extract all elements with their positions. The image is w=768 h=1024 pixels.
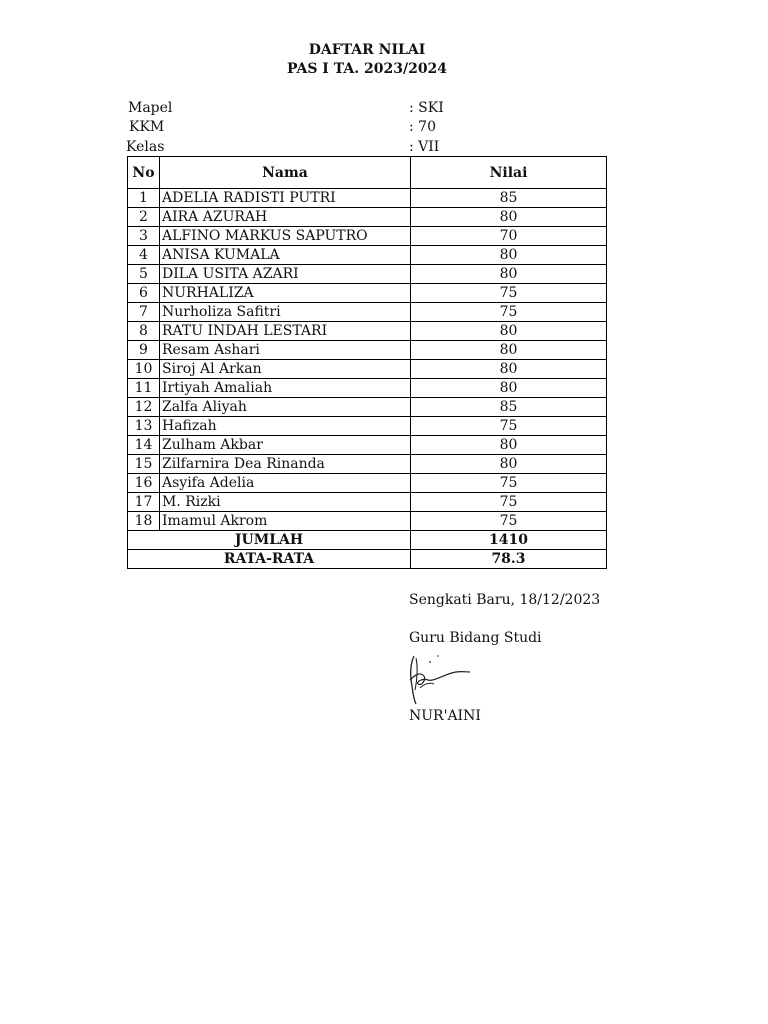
meta-value-mapel: : SKI bbox=[409, 100, 444, 116]
row-number: 8 bbox=[128, 322, 160, 341]
student-name: Nurholiza Safitri bbox=[160, 303, 411, 322]
table-row bbox=[128, 436, 607, 455]
student-score: 75 bbox=[411, 284, 607, 303]
table-header-row bbox=[128, 157, 607, 189]
row-number: 1 bbox=[128, 189, 160, 208]
student-score: 80 bbox=[411, 246, 607, 265]
row-number: 16 bbox=[128, 474, 160, 493]
table-row bbox=[128, 265, 607, 284]
average-row bbox=[128, 550, 607, 569]
student-name: DILA USITA AZARI bbox=[160, 265, 411, 284]
student-name: Imamul Akrom bbox=[160, 512, 411, 531]
student-name: Resam Ashari bbox=[160, 341, 411, 360]
student-score: 85 bbox=[411, 398, 607, 417]
signer-name: NUR'AINI bbox=[409, 708, 481, 724]
grades-table bbox=[127, 156, 607, 569]
row-number: 11 bbox=[128, 379, 160, 398]
student-name: ANISA KUMALA bbox=[160, 246, 411, 265]
student-score: 70 bbox=[411, 227, 607, 246]
row-number: 3 bbox=[128, 227, 160, 246]
document-subtitle: PAS I TA. 2023/2024 bbox=[286, 61, 448, 77]
average-label: RATA-RATA bbox=[128, 550, 411, 569]
student-score: 80 bbox=[411, 379, 607, 398]
student-score: 75 bbox=[411, 493, 607, 512]
meta-value-kelas: : VII bbox=[409, 139, 440, 155]
meta-label-mapel: Mapel bbox=[128, 100, 173, 116]
total-label: JUMLAH bbox=[128, 531, 411, 550]
student-name: Asyifa Adelia bbox=[160, 474, 411, 493]
column-header-nama: Nama bbox=[160, 157, 411, 189]
row-number: 6 bbox=[128, 284, 160, 303]
student-score: 75 bbox=[411, 417, 607, 436]
student-score: 80 bbox=[411, 322, 607, 341]
table-row bbox=[128, 493, 607, 512]
average-value: 78.3 bbox=[411, 550, 607, 569]
row-number: 9 bbox=[128, 341, 160, 360]
student-name: RATU INDAH LESTARI bbox=[160, 322, 411, 341]
total-row bbox=[128, 531, 607, 550]
table-row bbox=[128, 455, 607, 474]
student-score: 85 bbox=[411, 189, 607, 208]
row-number: 12 bbox=[128, 398, 160, 417]
document-title: DAFTAR NILAI bbox=[308, 42, 426, 58]
student-name: AIRA AZURAH bbox=[160, 208, 411, 227]
student-name: Zulham Akbar bbox=[160, 436, 411, 455]
total-value: 1410 bbox=[411, 531, 607, 550]
table-row bbox=[128, 284, 607, 303]
table-row bbox=[128, 246, 607, 265]
row-number: 13 bbox=[128, 417, 160, 436]
row-number: 18 bbox=[128, 512, 160, 531]
row-number: 10 bbox=[128, 360, 160, 379]
handwritten-signature bbox=[404, 650, 476, 706]
row-number: 4 bbox=[128, 246, 160, 265]
table-row bbox=[128, 512, 607, 531]
column-header-nilai: Nilai bbox=[411, 157, 607, 189]
table-row bbox=[128, 227, 607, 246]
student-score: 75 bbox=[411, 303, 607, 322]
student-name: Zalfa Aliyah bbox=[160, 398, 411, 417]
student-name: Siroj Al Arkan bbox=[160, 360, 411, 379]
signer-role: Guru Bidang Studi bbox=[409, 630, 542, 646]
student-name: Hafizah bbox=[160, 417, 411, 436]
row-number: 17 bbox=[128, 493, 160, 512]
place-date: Sengkati Baru, 18/12/2023 bbox=[409, 592, 601, 608]
row-number: 14 bbox=[128, 436, 160, 455]
student-name: Irtiyah Amaliah bbox=[160, 379, 411, 398]
table-row bbox=[128, 189, 607, 208]
student-name: Zilfarnira Dea Rinanda bbox=[160, 455, 411, 474]
table-row bbox=[128, 303, 607, 322]
meta-value-kkm: : 70 bbox=[409, 119, 436, 135]
student-name: ALFINO MARKUS SAPUTRO bbox=[160, 227, 411, 246]
student-score: 80 bbox=[411, 455, 607, 474]
table-row bbox=[128, 322, 607, 341]
student-score: 80 bbox=[411, 265, 607, 284]
student-name: M. Rizki bbox=[160, 493, 411, 512]
student-name: NURHALIZA bbox=[160, 284, 411, 303]
meta-label-kelas: Kelas bbox=[126, 139, 165, 155]
table-body bbox=[128, 189, 607, 531]
row-number: 15 bbox=[128, 455, 160, 474]
student-score: 80 bbox=[411, 341, 607, 360]
table-row bbox=[128, 398, 607, 417]
student-score: 80 bbox=[411, 208, 607, 227]
row-number: 5 bbox=[128, 265, 160, 284]
meta-label-kkm: KKM bbox=[129, 119, 165, 135]
student-name: ADELIA RADISTI PUTRI bbox=[160, 189, 411, 208]
table-row bbox=[128, 417, 607, 436]
row-number: 2 bbox=[128, 208, 160, 227]
student-score: 80 bbox=[411, 360, 607, 379]
table-row bbox=[128, 379, 607, 398]
student-score: 80 bbox=[411, 436, 607, 455]
table-row bbox=[128, 208, 607, 227]
row-number: 7 bbox=[128, 303, 160, 322]
table-row bbox=[128, 360, 607, 379]
table-row bbox=[128, 474, 607, 493]
student-score: 75 bbox=[411, 474, 607, 493]
table-row bbox=[128, 341, 607, 360]
column-header-no: No bbox=[128, 157, 160, 189]
student-score: 75 bbox=[411, 512, 607, 531]
